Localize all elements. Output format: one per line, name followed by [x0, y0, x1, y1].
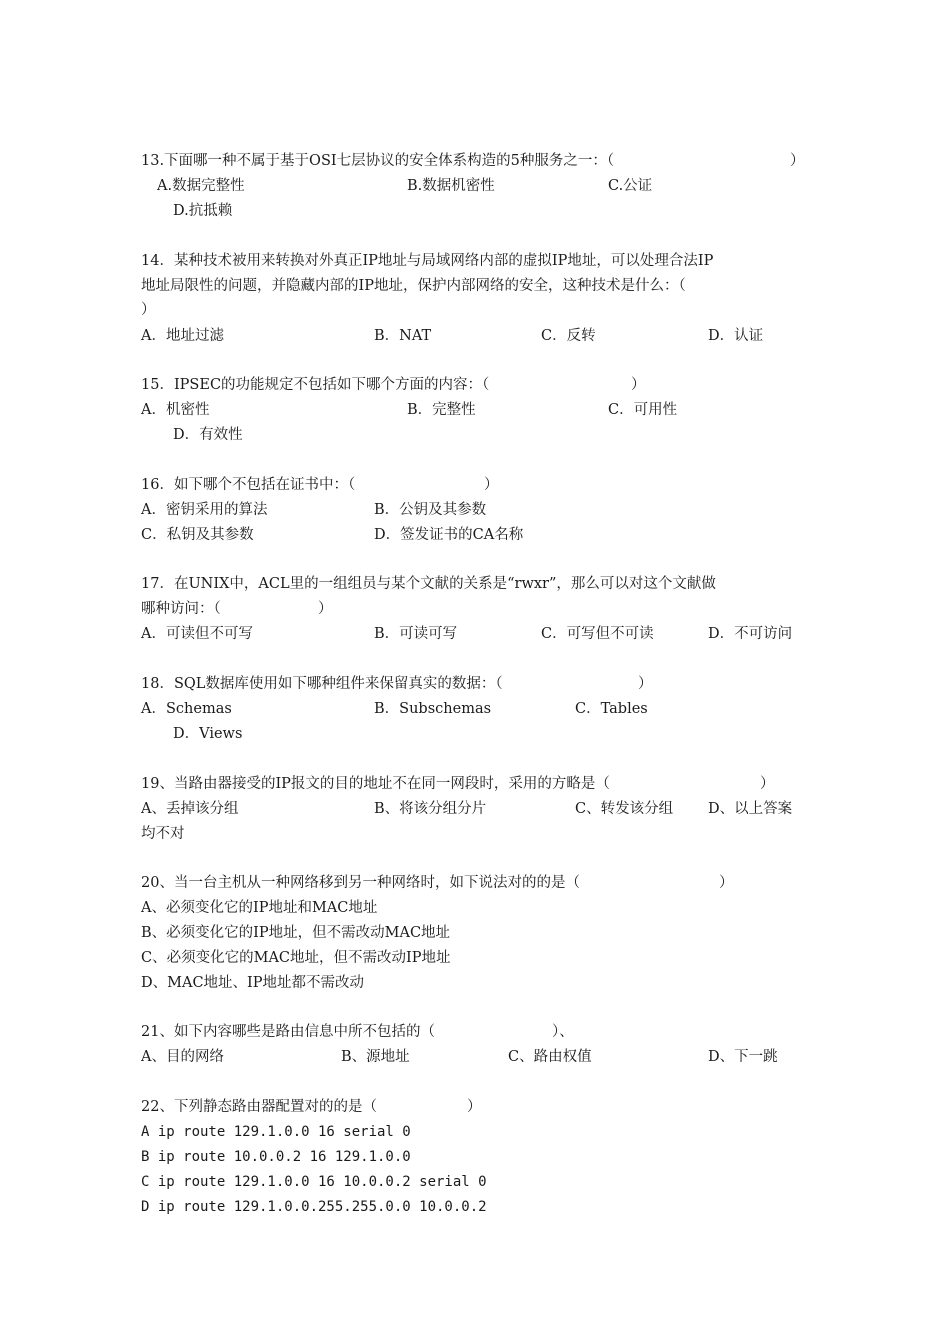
- q17-stem-line1: 17．在UNIX中，ACL里的一组组员与某个文献的关系是“rwxr”，那么可以对这个文献做: [141, 576, 716, 592]
- q17-option-a: A．可读但不可写: [141, 626, 253, 642]
- q15-option-d: D．有效性: [173, 427, 243, 443]
- q19-paren-close: ）: [760, 776, 775, 792]
- q17-option-c: C．可写但不可读: [541, 626, 654, 642]
- q17-option-d: D．不可访问: [708, 626, 793, 642]
- q18-option-c: C．Tables: [575, 701, 648, 717]
- q22-stem: 22、下列静态路由器配置对的的是（: [141, 1099, 377, 1115]
- q16-option-c: C．私钥及其参数: [141, 527, 254, 543]
- q15-option-c: C．可用性: [608, 402, 678, 418]
- q14-option-c: C．反转: [541, 328, 596, 344]
- q15-option-b: B．完整性: [407, 402, 476, 418]
- q17-stem-line2: 哪种访问：（: [141, 601, 221, 617]
- q13-option-a: A.数据完整性: [157, 178, 245, 194]
- q19-option-c: C、转发该分组: [575, 801, 674, 817]
- q20-option-d: D、MAC地址、IP地址都不需改动: [141, 975, 365, 991]
- q22-option-a: A ip route 129.1.0.0 16 serial 0: [141, 1124, 411, 1140]
- q14-stem-line3: ）: [141, 302, 156, 318]
- q19-option-d-wrap: 均不对: [141, 826, 185, 842]
- q17-option-b: B．可读可写: [374, 626, 458, 642]
- q22-paren-close: ）: [467, 1099, 482, 1115]
- q14-stem-line2: 地址局限性的问题，并隐藏内部的IP地址，保护内部网络的安全，这种技术是什么：（: [141, 278, 686, 294]
- q18-paren-close: ）: [638, 676, 653, 692]
- q20-option-b: B、必须变化它的IP地址，但不需改动MAC地址: [141, 925, 451, 941]
- q13-option-d: D.抗抵赖: [173, 203, 233, 219]
- q13-stem: 13.下面哪一种不属于基于OSI七层协议的安全体系构造的5种服务之一：（: [141, 153, 615, 169]
- q22-option-d: D ip route 129.1.0.0.255.255.0.0 10.0.0.2: [141, 1199, 487, 1215]
- q20-stem: 20、当一台主机从一种网络移到另一种网络时，如下说法对的的是（: [141, 875, 580, 891]
- q18-stem: 18．SQL数据库使用如下哪种组件来保留真实的数据：（: [141, 676, 503, 692]
- q16-option-a: A．密钥采用的算法: [141, 502, 268, 518]
- q18-option-d: D．Views: [173, 726, 243, 742]
- q19-option-a: A、丢掉该分组: [141, 801, 239, 817]
- q13-option-b: B.数据机密性: [407, 178, 495, 194]
- q21-option-d: D、下一跳: [708, 1049, 778, 1065]
- q13-paren-close: ）: [790, 153, 805, 169]
- q21-option-a: A、目的网络: [141, 1049, 224, 1065]
- q15-stem: 15．IPSEC的功能规定不包括如下哪个方面的内容：（: [141, 377, 490, 393]
- q19-option-d: D、以上答案: [708, 801, 793, 817]
- q21-stem: 21、如下内容哪些是路由信息中所不包括的（: [141, 1024, 435, 1040]
- q14-option-d: D．认证: [708, 328, 764, 344]
- q21-option-b: B、源地址: [341, 1049, 410, 1065]
- q16-option-b: B．公钥及其参数: [374, 502, 487, 518]
- q21-paren-close: ）、: [552, 1024, 574, 1040]
- q22-option-c: C ip route 129.1.0.0 16 10.0.0.2 serial 0: [141, 1174, 487, 1190]
- q15-paren-close: ）: [631, 377, 646, 393]
- q16-option-d: D．签发证书的CA名称: [374, 527, 524, 543]
- q19-stem: 19、当路由器接受的IP报文的目的地址不在同一网段时，采用的方略是（: [141, 776, 610, 792]
- q22-option-b: B ip route 10.0.0.2 16 129.1.0.0: [141, 1149, 411, 1165]
- q20-option-a: A、必须变化它的IP地址和MAC地址: [141, 900, 378, 916]
- q14-option-b: B．NAT: [374, 328, 432, 344]
- q14-option-a: A．地址过滤: [141, 328, 224, 344]
- q18-option-b: B．Subschemas: [374, 701, 492, 717]
- q20-option-c: C、必须变化它的MAC地址，但不需改动IP地址: [141, 950, 451, 966]
- q21-option-c: C、路由权值: [508, 1049, 592, 1065]
- q19-option-b: B、将该分组分片: [374, 801, 487, 817]
- q17-paren-close: ）: [318, 601, 333, 617]
- q14-stem-line1: 14．某种技术被用来转换对外真正IP地址与局域网络内部的虚拟IP地址，可以处理合法IP: [141, 253, 714, 269]
- q15-option-a: A．机密性: [141, 402, 210, 418]
- q16-paren-close: ）: [484, 477, 499, 493]
- q16-stem: 16．如下哪个不包括在证书中：（: [141, 477, 356, 493]
- q18-option-a: A．Schemas: [141, 701, 232, 717]
- q20-paren-close: ）: [719, 875, 734, 891]
- q13-option-c: C.公证: [608, 178, 653, 194]
